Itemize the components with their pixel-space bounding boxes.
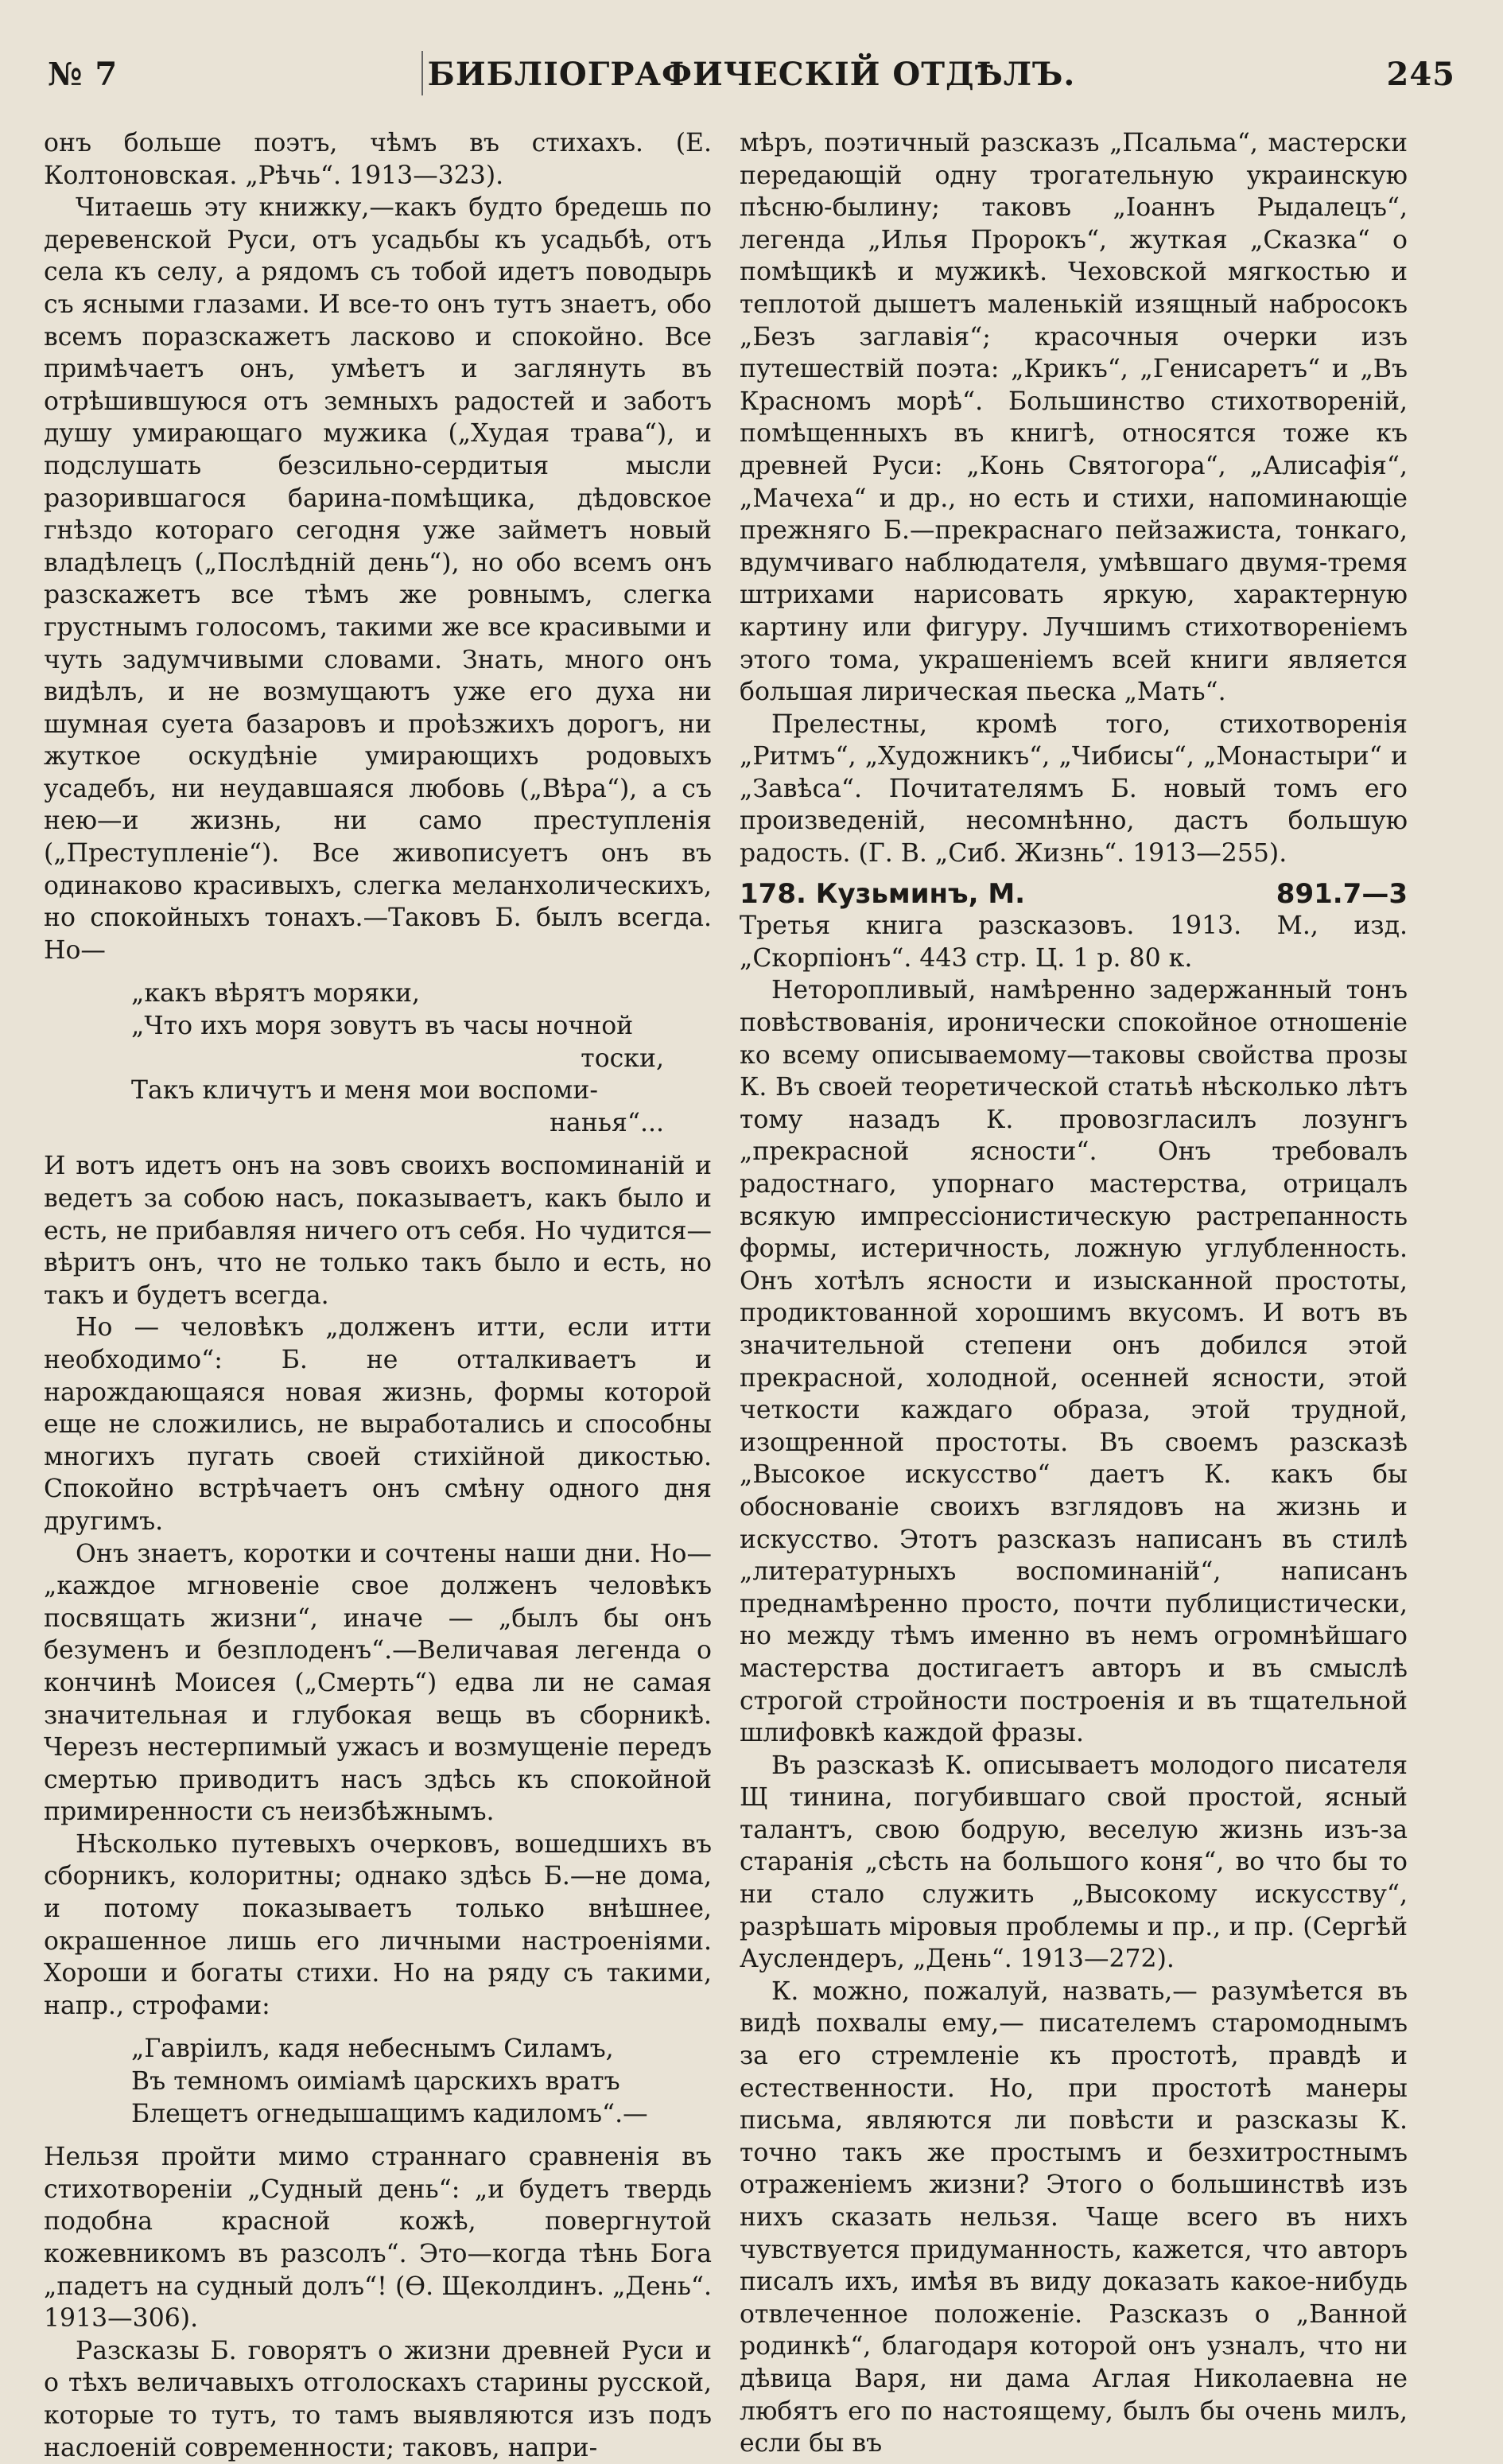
poem-line: тоски, (581, 1044, 664, 1073)
poem-line: Въ темномъ оиміамѣ царскихъ вратъ (131, 2067, 620, 2097)
poem-quote (131, 977, 712, 1139)
paragraph: Въ разсказѣ К. описываетъ молодого писателя Щ тинина, погубившаго свой простой, ясный талантъ, свою бодрую, веселую жизнь изъ-за старанія „сѣсть на большого коня“, во что бы то ни стало служить „Высокому искусству“, разрѣшать міровыя проблемы и пр., и пр. (Сергѣй Ауслендеръ, „День“. 1913—272). (740, 1751, 1408, 1974)
paragraph: Неторопливый, намѣренно задержанный тонъ повѣствованія, иронически спокойное отношеніе ко всему описываемому—таковы свойства прозы К. Въ своей теоретической статьѣ нѣсколько лѣтъ тому назадъ К. провозгласилъ лозунгъ „прекрасной ясности“. Онъ требовалъ радостнаго, упорнаго мастерства, отрицалъ всякую импрессіонистическую растрепанность формы, истеричность, ложную углубленность. Онъ хотѣлъ ясности и изысканной простоты, продиктованной хорошимъ вкусомъ. И вотъ въ значительной степени онъ добился этой прекрасной, холодной, осенней ясности, этой четкости каждаго образа, этой трудной, изощренной простоты. Въ своемъ разсказѣ „Высокое искусство“ даетъ К. какъ бы обоснованіе своихъ взглядовъ на жизнь и искусство. Этотъ разсказъ написанъ въ стилѣ „литературныхъ воспоминаній“, написанъ преднамѣренно просто, почти публицистически, но между тѣмъ именно въ немъ огромнѣйшаго мастерства достигаетъ авторъ и въ смыслѣ строгой стройности построенія и въ тщательной шлифовкѣ каждой фразы. (740, 976, 1408, 1748)
paragraph: Онъ знаетъ, коротки и сочтены наши дни. Но—„каждое мгновеніе свое долженъ человѣкъ посвящать жизни“, иначе — „былъ бы онъ безуменъ и безплоденъ“.—Величавая легенда о кончинѣ Моисея („Смерть“) едва ли не самая значительная и глубокая вещь въ сборникѣ. Черезъ нестерпимый ужасъ и возмущеніе передъ смертью приводитъ насъ здѣсь къ спокойной примиренности съ неизбѣжнымъ. (44, 1539, 712, 1827)
entry-author: 178. Кузьминъ, М. (740, 877, 1026, 910)
paragraph: Разсказы Б. говорятъ о жизни древней Руси и о тѣхъ величавыхъ отголоскахъ старины русской, которые то тутъ, то тамъ выявляются изъ подъ наслоеній современности; таковъ, напри- (44, 2336, 712, 2462)
entry-publication-details: Третья книга разсказовъ. 1913. М., изд. „Скорпіонъ“. 443 стр. Ц. 1 р. 80 к. (740, 911, 1408, 973)
poem-line: Блещетъ огнедышащимъ кадиломъ“.— (131, 2099, 648, 2128)
classification-code: 891.7—3 (1276, 877, 1408, 910)
poem-line: „какъ вѣрятъ моряки, (131, 979, 420, 1009)
right-column (740, 127, 1408, 2460)
paragraph: Читаешь эту книжку,—какъ будто бредешь по деревенской Руси, отъ усадьбы къ усадьбѣ, отъ села къ селу, а рядомъ съ тобой идетъ поводырь съ ясными глазами. И все-то онъ тутъ знаетъ, обо всемъ поразскажетъ ласково и спокойно. Все примѣчаетъ онъ, умѣетъ и заглянуть въ отрѣшившуюся отъ земныхъ радостей и заботъ душу умирающаго мужика („Худая трава“), и подслушать безсильно-сердитыя мысли разорившагося барина-помѣщика, дѣдовское гнѣздо котораго сегодня уже займетъ новый владѣлецъ („Послѣдній день“), но обо всемъ онъ разскажетъ все тѣмъ же ровнымъ, слегка грустнымъ голосомъ, такими же все красивыми и чуть задумчивыми словами. Знать, много онъ видѣлъ, и не возмущаютъ уже его духа ни шумная суета базаровъ и проѣзжихъ дорогъ, ни жуткое оскудѣніе умирающихъ родовыхъ усадебъ, ни неудавшаяся любовь („Вѣра“), а съ нею—и жизнь, ни само преступленія („Преступленіе“). Все живописуетъ онъ въ одинаково красивыхъ, слегка меланхолическихъ, но спокойныхъ тонахъ.—Таковъ Б. былъ всегда. Но— (44, 193, 712, 965)
poem-line: „Гавріилъ, кадя небеснымъ Силамъ, (131, 2035, 614, 2064)
poem-line: „Что ихъ моря зовутъ въ часы ночной (131, 1012, 634, 1041)
paragraph: мѣръ, поэтичный разсказъ „Псальма“, мастерски передающій одну трогательную украинскую пѣсню-былину; таковъ „Іоаннъ Рыдалецъ“, легенда „Илья Пророкъ“, жуткая „Сказка“ о помѣщикѣ и мужикѣ. Чеховской мягкостью и теплотой дышетъ маленькій изящный набросокъ „Безъ заглавія“; красочныя очерки изъ путешествій поэта: „Крикъ“, „Генисаретъ“ и „Въ Красномъ морѣ“. Большинство стихотвореній, помѣщенныхъ въ книгѣ, относятся тоже къ древней Руси: „Конь Святогора“, „Алисафія“, „Мачеха“ и др., но есть и стихи, напоминающіе прежняго Б.—прекраснаго пейзажиста, тонкаго, вдумчиваго наблюдателя, умѣвшаго двумя-тремя штрихами нарисовать яркую, характерную картину или фигуру. Лучшимъ стихотвореніемъ этого тома, украшеніемъ всей книги является большая лирическая пьеска „Мать“. (740, 129, 1408, 707)
paragraph: Прелестны, кромѣ того, стихотворенія „Ритмъ“, „Художникъ“, „Чибисы“, „Монастыри“ и „Завѣса“. Почитателямъ Б. новый томъ его произведеній, несомнѣнно, дастъ большую радость. (Г. В. „Сиб. Жизнь“. 1913—255). (740, 709, 1408, 869)
paragraph: Но — человѣкъ „долженъ итти, если итти необходимо“: Б. не отталкиваетъ и нарождающаяся новая жизнь, формы которой еще не сложились, не выработались и способны многихъ пугать своей стихійной дикостью. Спокойно встрѣчаетъ онъ смѣну одного дня другимъ. (44, 1313, 712, 1536)
paragraph: Нѣсколько путевыхъ очерковъ, вошедшихъ въ сборникъ, колоритны; однако здѣсь Б.—не дома, и потому показываетъ только внѣшнее, окрашенное лишь его личными настроеніями. Хороши и богаты стихи. Но на ряду съ такими, напр., строфами: (44, 1829, 712, 2020)
paragraph: онъ больше поэтъ, чѣмъ въ стихахъ. (Е. Колтоновская. „Рѣчь“. 1913—323). (44, 129, 712, 190)
paragraph: К. можно, пожалуй, назвать,— разумѣется въ видѣ похвалы ему,— писателемъ старомоднымъ за его стремленіе къ простотѣ, правдѣ и естественности. Но, при простотѣ манеры письма, являются ли повѣсти и разсказы К. точно такъ же простымъ и безхитростнымъ отраженіемъ жизни? Этого о большинствѣ изъ нихъ сказать нельзя. Чаще всего въ нихъ чувствуется придуманность, кажется, что авторъ писалъ ихъ, имѣя въ виду доказать какое-нибудь отвлеченное положеніе. Разсказъ о „Ванной родинкѣ“, благодаря которой онъ узналъ, что ни дѣвица Варя, ни дама Аглая Николаевна не любятъ его по настоящему, былъ бы очень милъ, если бы въ (740, 1976, 1408, 2458)
header-divider (421, 51, 423, 95)
left-column (44, 127, 712, 2464)
paragraph: Нельзя пройти мимо страннаго сравненія въ стихотвореніи „Судный день“: „и будетъ твердь подобна красной кожѣ, повергнутой кожевникомъ въ разсолъ“. Это—когда тѣнь Бога „падетъ на судный долъ“! (Ѳ. Щеколдинъ. „День“. 1913—306). (44, 2143, 712, 2334)
paragraph: И вотъ идетъ онъ на зовъ своихъ воспоминаній и ведетъ за собою насъ, показываетъ, какъ было и есть, не прибавляя ничего отъ себя. Но чудится—вѣритъ онъ, что не только такъ было и есть, но такъ и будетъ всегда. (44, 1152, 712, 1310)
poem-line: нанья“... (550, 1108, 664, 1137)
page-number: 245 (1386, 55, 1455, 93)
section-title: БИБЛІОГРАФИЧЕСКІЙ ОТДѢЛЪ. (427, 55, 1076, 93)
issue-number: № 7 (48, 55, 118, 93)
poem-line: Такъ кличутъ и меня мои воспоми- (131, 1076, 599, 1106)
bibliography-entry-heading (740, 878, 1408, 911)
running-header (48, 46, 1455, 102)
poem-quote (131, 2033, 712, 2130)
